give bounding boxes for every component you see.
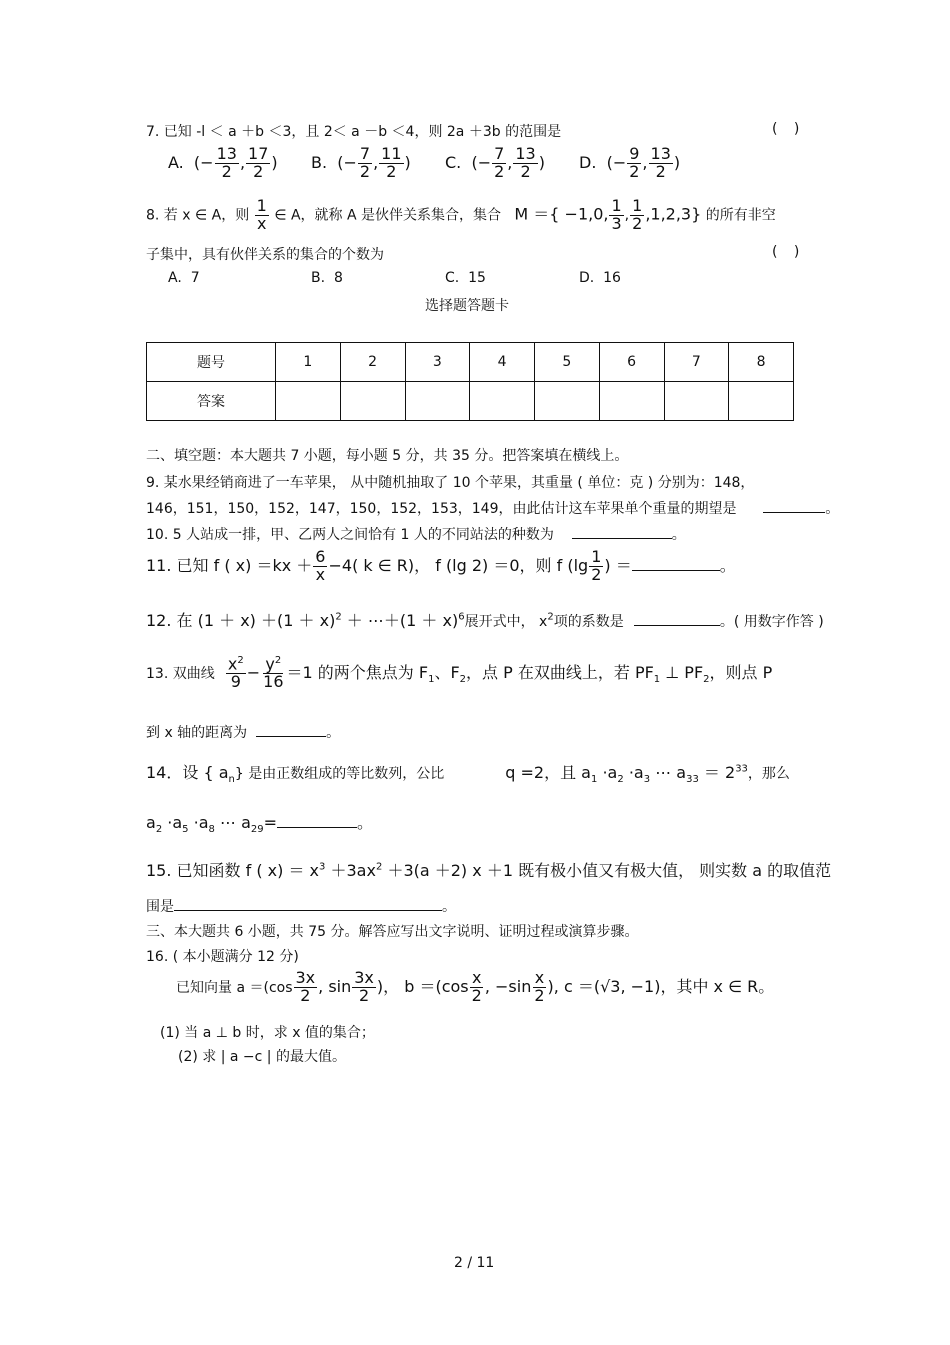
section-2-heading: 二、填空题：本大题共 7 小题，每小题 5 分，共 35 分。把答案填在横线上。 [146, 448, 629, 464]
q7-paren: ( ) [772, 121, 806, 137]
answer-cell[interactable] [535, 382, 600, 421]
q7-option-b: B. (− $\frac{7}{2}$ , $\frac{11}{2}$ ) [311, 144, 411, 181]
answer-card-number: 6 [599, 343, 664, 382]
answer-cell[interactable] [470, 382, 535, 421]
q14-answer-blank[interactable] [277, 827, 357, 828]
answer-card-number: 4 [470, 343, 535, 382]
q9-line1: 9. 某水果经销商进了一车苹果， 从中随机抽取了 10 个苹果，其重量 ( 单位：克 ) 分别为：148， [146, 475, 755, 491]
answer-card-number: 3 [405, 343, 470, 382]
q8-option-d: D. 16 [579, 270, 621, 286]
q8-stem-line2: 子集中，具有伙伴关系的集合的个数为 [146, 247, 384, 263]
answer-cell[interactable] [276, 382, 341, 421]
q16-part1: (1) 当 a ⊥ b 时，求 x 值的集合； [160, 1025, 375, 1041]
q11-answer-blank[interactable] [632, 570, 720, 571]
answer-card-label-answer: 答案 [147, 382, 276, 421]
q10-answer-blank[interactable] [572, 538, 672, 539]
q14-line2: $a_2 \cdot a_5 \cdot a_8$ ⋯ $a_{29}=$ 。 [146, 813, 374, 836]
q7-option-c: C. (− $\frac{7}{2}$ , $\frac{13}{2}$ ) [445, 144, 545, 181]
q15: 15. 已知函数 f ( $x) = x^3 +3ax^2 +3(a +2)$ x ＋1 既有极小值又有极大值， 则实数 a 的取值范 [146, 861, 832, 880]
answer-cell[interactable] [729, 382, 794, 421]
answer-card-number: 8 [729, 343, 794, 382]
answer-card-number: 1 [276, 343, 341, 382]
answer-cell[interactable] [599, 382, 664, 421]
answer-card-title: 选择题答题卡 [425, 298, 509, 314]
answer-card-row-answers [147, 382, 794, 421]
answer-cell[interactable] [405, 382, 470, 421]
answer-card-number: 5 [535, 343, 600, 382]
q12: 12. 在 $(1 + x) +(1 + x)^2$ ＋ ⋯＋(1 ＋ x)$^6$展开式中， $x^2$项的系数是 。( 用数字作答 ) [146, 611, 824, 630]
q7-option-a: A. (− $\frac{13}{2}$ , $\frac{17}{2}$ ) [168, 144, 278, 181]
answer-card-number: 7 [664, 343, 729, 382]
page-number: 2 / 11 [454, 1255, 495, 1271]
answer-card-number: 2 [340, 343, 405, 382]
q16-heading: 16. ( 本小题满分 12 分) [146, 949, 299, 965]
q8-option-b: B. 8 [311, 270, 343, 286]
q7-stem: 7. 已知 -l ＜ a ＋b ＜3，且 2＜ a －b ＜4，则 2a ＋3b 的范围是 [146, 124, 562, 140]
q8-option-a: A. 7 [168, 270, 200, 286]
answer-card-row-numbers [147, 343, 794, 382]
q16-part2: (2) 求 | a −c | 的最大值。 [178, 1049, 346, 1065]
answer-card-table [146, 342, 794, 421]
section-3-heading: 三、本大题共 6 小题，共 75 分。解答应写出文字说明、证明过程或演算步骤。 [146, 924, 639, 940]
q13-answer-blank[interactable] [256, 736, 326, 737]
q8-stem: 8. 若 x ∈ A，则 $\frac{1}{x}$ ∈ A，就称 A 是伙伴关系集合，集合 M ＝{ −1,0, $\frac{1}{3}$ , $\frac{1}{2}$ ,1,2,3} 的所有非空 [146, 196, 776, 233]
q15-answer-blank[interactable] [174, 910, 442, 911]
q13: 13. 双曲线 $\frac{x^2}{9}$ − $\frac{y^2}{16}$ ＝1 的两个焦点为 $F_1$、$F_2$，点 P 在双曲线上，若 $PF_1$ ⊥ $PF_2$，则点 P [146, 654, 773, 692]
q8-option-c: C. 15 [445, 270, 486, 286]
q11: 11. 已知 f ( x) ＝kx ＋ $\frac{6}{x}$ −4( k ∈ R)， f (lg 2) ＝0，则 f (lg $\frac{1}{2}$ ) ＝ 。 [146, 547, 736, 584]
q8-paren: ( ) [772, 244, 806, 260]
q15-line2: 围是 。 [146, 899, 456, 915]
q10: 10. 5 人站成一排，甲、乙两人之间恰有 1 人的不同站法的种数为 。 [146, 527, 686, 543]
answer-card-label-number: 题号 [147, 343, 276, 382]
answer-cell[interactable] [340, 382, 405, 421]
q14: 14．设 { $a_n$} 是由正数组成的等比数列，公比 q =2，且 $a_1 \cdot a_2 \cdot a_3$ ⋯ $a_{33} = 2^{33}$，那么 [146, 763, 790, 786]
q16-stem: 已知向量 a ＝(cos $\frac{3x}{2}$ , sin $\frac{3x}{2}$ )， b ＝(cos $\frac{x}{2}$ , −sin $\frac{x}{2}$ ), c ＝(√3, −1)，其中 x ∈ R。 [176, 968, 775, 1005]
q7-option-d: D. (− $\frac{9}{2}$ , $\frac{13}{2}$ ) [579, 144, 681, 181]
q9-line2: 146，151，150，152，147，150，152，153，149，由此估计这车苹果单个重量的期望是 。 [146, 501, 840, 517]
answer-cell[interactable] [664, 382, 729, 421]
q9-answer-blank[interactable] [763, 512, 825, 513]
q13-line2: 到 x 轴的距离为 。 [146, 725, 341, 741]
q12-answer-blank[interactable] [634, 625, 720, 626]
